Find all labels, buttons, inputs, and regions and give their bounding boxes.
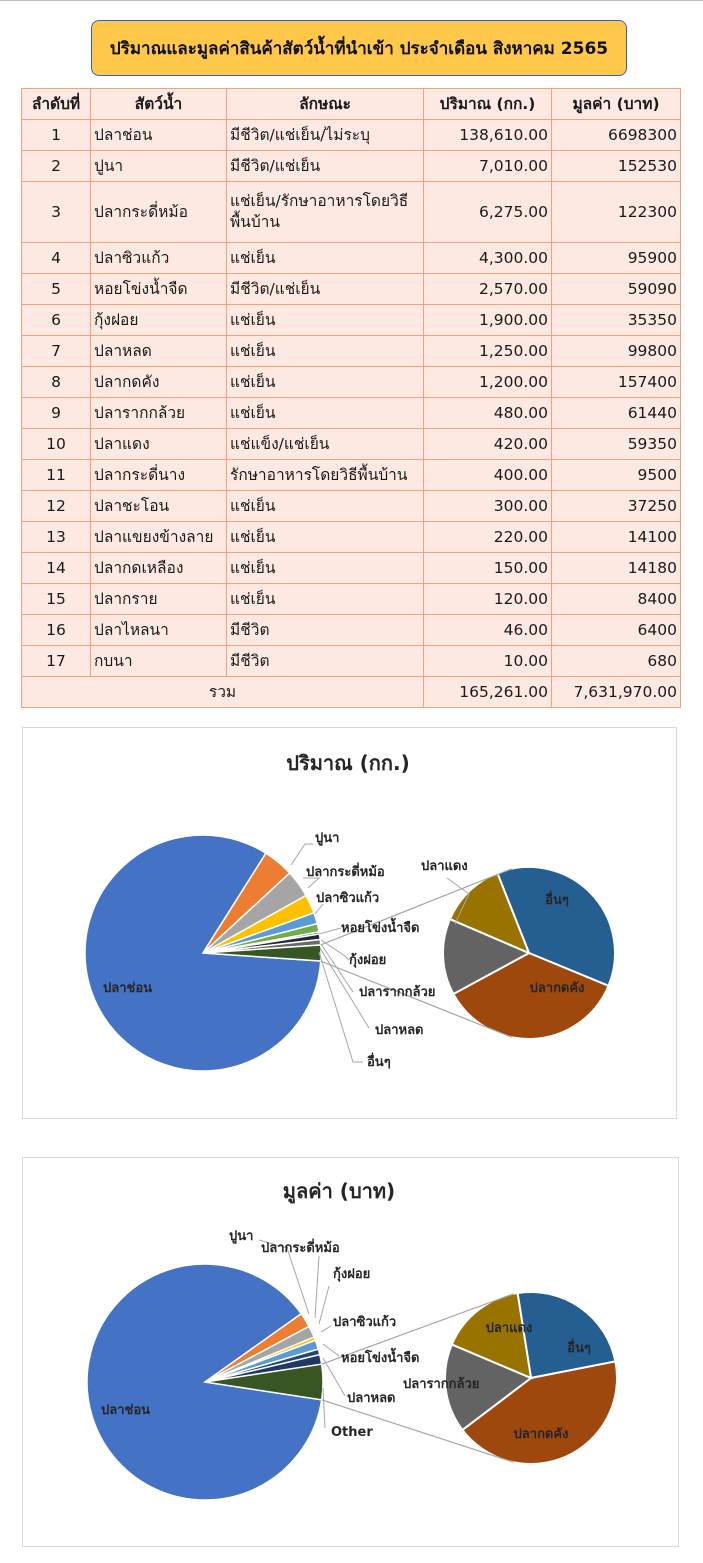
cell-type: แช่เย็น — [227, 367, 424, 398]
cell-order: 8 — [22, 367, 91, 398]
cell-species: กุ้งฝอย — [91, 305, 227, 336]
cell-type: แช่เย็น — [227, 336, 424, 367]
table-header-row — [22, 89, 681, 120]
cell-order: 6 — [22, 305, 91, 336]
cell-value: 9500 — [552, 460, 681, 491]
cell-type: รักษาอาหารโดยวิธีพื้นบ้าน — [227, 460, 424, 491]
table-row — [22, 615, 681, 646]
cell-species: ปูนา — [91, 151, 227, 182]
table-row — [22, 584, 681, 615]
cell-type: แช่เย็น/รักษาอาหารโดยวิธีพื้นบ้าน — [227, 182, 424, 243]
col-header-species: สัตว์น้ำ — [91, 89, 227, 120]
cell-type: มีชีวิต — [227, 615, 424, 646]
cell-quantity: 300.00 — [424, 491, 552, 522]
data-label: ปลาซิวแก้ว — [333, 1315, 397, 1330]
cell-order: 1 — [22, 120, 91, 151]
cell-value: 6698300 — [552, 120, 681, 151]
table-row — [22, 522, 681, 553]
cell-quantity: 420.00 — [424, 429, 552, 460]
value-chart-panel — [22, 1157, 679, 1547]
chart-title: ปริมาณ (กก.) — [286, 751, 410, 775]
data-label: ปลาซิวแก้ว — [316, 891, 380, 906]
cell-type: แช่เย็น — [227, 584, 424, 615]
cell-value: 99800 — [552, 336, 681, 367]
cell-species: ปลาชะโอน — [91, 491, 227, 522]
cell-value: 6400 — [552, 615, 681, 646]
cell-quantity: 7,010.00 — [424, 151, 552, 182]
table-row — [22, 367, 681, 398]
cell-order: 7 — [22, 336, 91, 367]
leader-line — [319, 1286, 329, 1324]
data-label: ปลารากกล้วย — [359, 985, 436, 1000]
data-label: ปลาแดง — [485, 1321, 533, 1336]
leader-line — [291, 844, 313, 865]
total-value: 7,631,970.00 — [552, 677, 681, 708]
cell-type: แช่เย็น — [227, 553, 424, 584]
cell-type: แช่เย็น — [227, 522, 424, 553]
cell-value: 157400 — [552, 367, 681, 398]
data-label: อื่นๆ — [545, 893, 569, 908]
cell-type: มีชีวิต/แช่เย็น — [227, 151, 424, 182]
top-border-line — [0, 0, 703, 1]
cell-quantity: 220.00 — [424, 522, 552, 553]
cell-order: 17 — [22, 646, 91, 677]
cell-value: 61440 — [552, 398, 681, 429]
cell-species: กบนา — [91, 646, 227, 677]
cell-species: ปลาซิวแก้ว — [91, 243, 227, 274]
leader-line — [323, 1344, 339, 1356]
data-label: อื่นๆ — [367, 1055, 391, 1070]
cell-quantity: 150.00 — [424, 553, 552, 584]
cell-value: 680 — [552, 646, 681, 677]
data-label: ปูนา — [315, 831, 340, 846]
cell-order: 11 — [22, 460, 91, 491]
data-label: ปลาช่อน — [101, 1403, 151, 1418]
cell-quantity: 1,900.00 — [424, 305, 552, 336]
data-label: กุ้งฝอย — [349, 953, 387, 968]
chart-title: มูลค่า (บาท) — [282, 1179, 396, 1203]
cell-species: ปลากราย — [91, 584, 227, 615]
cell-quantity: 10.00 — [424, 646, 552, 677]
data-label: ปูนา — [229, 1229, 254, 1244]
data-label: ปลาแดง — [421, 859, 468, 874]
cell-value: 14100 — [552, 522, 681, 553]
cell-value: 37250 — [552, 491, 681, 522]
cell-species: ปลาแดง — [91, 429, 227, 460]
table-row — [22, 274, 681, 305]
cell-species: ปลากดเหลือง — [91, 553, 227, 584]
data-label: ปลากดคัง — [513, 1427, 569, 1442]
table-row — [22, 120, 681, 151]
cell-order: 4 — [22, 243, 91, 274]
table-row — [22, 553, 681, 584]
leader-line — [315, 1256, 319, 1318]
cell-order: 13 — [22, 522, 91, 553]
cell-quantity: 1,250.00 — [424, 336, 552, 367]
col-header-value: มูลค่า (บาท) — [552, 89, 681, 120]
data-label: หอยโข่งน้ำจืด — [341, 921, 420, 936]
cell-value: 8400 — [552, 584, 681, 615]
leader-line — [323, 1388, 325, 1428]
cell-species: ปลากระดี่หม้อ — [91, 182, 227, 243]
import-table — [21, 88, 681, 708]
cell-quantity: 120.00 — [424, 584, 552, 615]
cell-value: 95900 — [552, 243, 681, 274]
cell-quantity: 1,200.00 — [424, 367, 552, 398]
cell-quantity: 480.00 — [424, 398, 552, 429]
cell-type: แช่เย็น — [227, 243, 424, 274]
leader-line — [319, 928, 341, 934]
cell-order: 12 — [22, 491, 91, 522]
cell-value: 35350 — [552, 305, 681, 336]
cell-species: ปลารากกล้วย — [91, 398, 227, 429]
cell-species: ปลาช่อน — [91, 120, 227, 151]
total-label: รวม — [22, 677, 424, 708]
data-label: Other — [331, 1425, 373, 1440]
data-label: กุ้งฝอย — [333, 1267, 371, 1282]
cell-species: ปลาแขยงข้างลาย — [91, 522, 227, 553]
data-label: ปลาช่อน — [103, 981, 153, 996]
table-row — [22, 243, 681, 274]
cell-order: 16 — [22, 615, 91, 646]
leader-line — [321, 1326, 331, 1332]
cell-species: ปลากระดี่นาง — [91, 460, 227, 491]
cell-quantity: 46.00 — [424, 615, 552, 646]
cell-order: 14 — [22, 553, 91, 584]
cell-quantity: 6,275.00 — [424, 182, 552, 243]
data-label: ปลารากกล้วย — [403, 1377, 480, 1392]
cell-order: 9 — [22, 398, 91, 429]
cell-order: 5 — [22, 274, 91, 305]
table-row — [22, 305, 681, 336]
table-row — [22, 460, 681, 491]
cell-quantity: 400.00 — [424, 460, 552, 491]
cell-type: แช่เย็น — [227, 305, 424, 336]
data-label: ปลาหลด — [347, 1391, 396, 1406]
data-label: ปลากดคัง — [529, 981, 585, 996]
cell-type: แช่แข็ง/แช่เย็น — [227, 429, 424, 460]
table-row — [22, 491, 681, 522]
cell-species: หอยโข่งน้ำจืด — [91, 274, 227, 305]
cell-order: 10 — [22, 429, 91, 460]
table-row — [22, 336, 681, 367]
quantity-chart-panel — [22, 727, 677, 1119]
data-label: ปลากระดี่หม้อ — [261, 1241, 340, 1256]
cell-value: 122300 — [552, 182, 681, 243]
cell-value: 59090 — [552, 274, 681, 305]
cell-value: 14180 — [552, 553, 681, 584]
data-label: ปลาหลด — [375, 1023, 424, 1038]
cell-value: 59350 — [552, 429, 681, 460]
cell-order: 3 — [22, 182, 91, 243]
cell-type: มีชีวิต/แช่เย็น — [227, 274, 424, 305]
data-label: อื่นๆ — [567, 1341, 591, 1356]
quantity-pie-chart — [23, 728, 678, 1120]
cell-value: 152530 — [552, 151, 681, 182]
cell-quantity: 138,610.00 — [424, 120, 552, 151]
table-row — [22, 151, 681, 182]
value-pie-chart — [23, 1158, 680, 1548]
cell-type: มีชีวิต — [227, 646, 424, 677]
cell-species: ปลาไหลนา — [91, 615, 227, 646]
cell-species: ปลาหลด — [91, 336, 227, 367]
data-label: หอยโข่งน้ำจืด — [341, 1351, 420, 1366]
page-title: ปริมาณและมูลค่าสินค้าสัตว์น้ำที่นำเข้า ประจำเดือน สิงหาคม 2565 — [91, 20, 627, 76]
cell-quantity: 2,570.00 — [424, 274, 552, 305]
table-total-row — [22, 677, 681, 708]
table-row — [22, 429, 681, 460]
table-row — [22, 646, 681, 677]
total-quantity: 165,261.00 — [424, 677, 552, 708]
cell-order: 15 — [22, 584, 91, 615]
col-header-quantity: ปริมาณ (กก.) — [424, 89, 552, 120]
cell-type: แช่เย็น — [227, 491, 424, 522]
cell-quantity: 4,300.00 — [424, 243, 552, 274]
col-header-type: ลักษณะ — [227, 89, 424, 120]
cell-type: แช่เย็น — [227, 398, 424, 429]
table-row — [22, 398, 681, 429]
cell-species: ปลากดคัง — [91, 367, 227, 398]
cell-order: 2 — [22, 151, 91, 182]
col-header-order: ลำดับที่ — [22, 89, 91, 120]
cell-type: มีชีวิต/แช่เย็น/ไม่ระบุ — [227, 120, 424, 151]
data-label: ปลากระดี่หม้อ — [306, 865, 385, 880]
table-row — [22, 182, 681, 243]
